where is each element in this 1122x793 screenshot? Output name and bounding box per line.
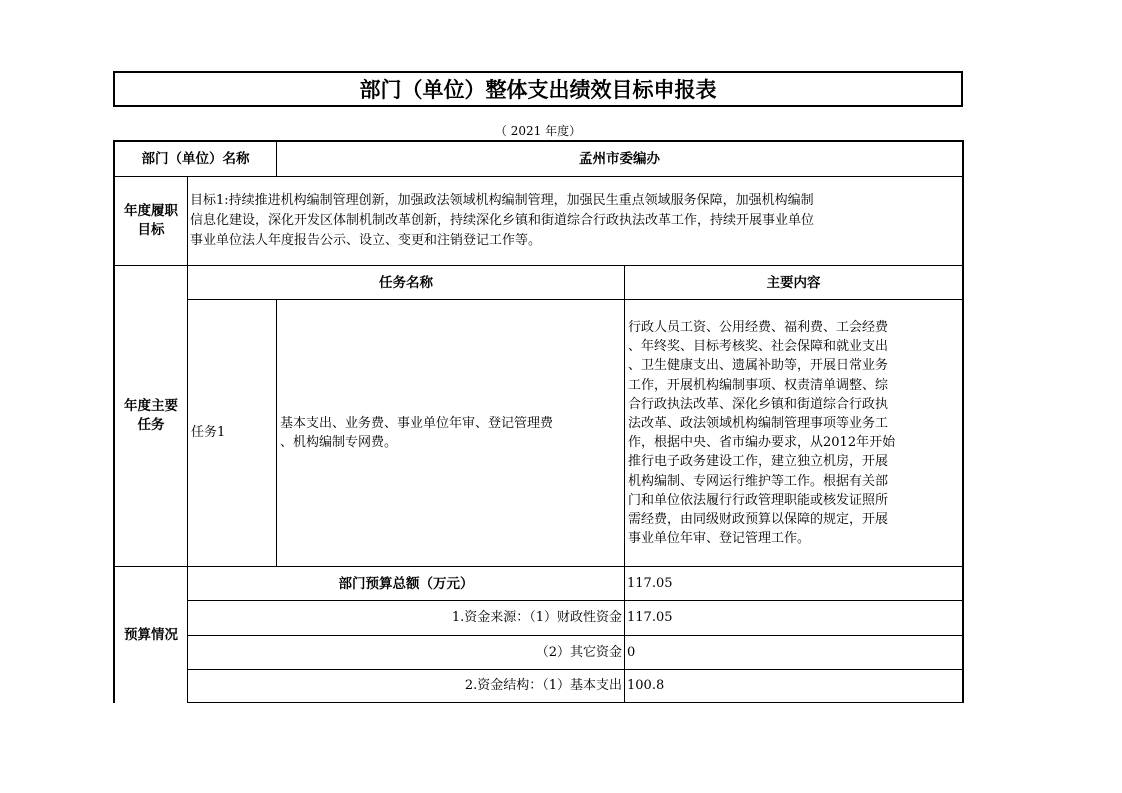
task-content xyxy=(628,318,962,558)
annual-goal-line: 信息化建设，深化开发区体制机制改革创新，持续深化乡镇和街道综合行政执法改革工作，持续开展事业单位 xyxy=(190,213,815,228)
budget-row-label: （2）其它资金 xyxy=(535,644,622,660)
budget-row-value: 117.05 xyxy=(627,610,673,625)
annual-tasks-label xyxy=(115,266,187,566)
budget-row-value: 0 xyxy=(627,644,636,660)
task-content-header: 主要内容 xyxy=(766,274,821,291)
task-content-line: 机构编制、专网运行维护等工作。根据有关部 xyxy=(628,473,889,489)
annual-goal-text xyxy=(190,191,962,261)
annual-tasks-label-line1: 年度主要 xyxy=(124,398,178,414)
task-content-line: 事业单位年审、登记管理工作。 xyxy=(628,531,811,547)
budget-label: 预算情况 xyxy=(124,627,178,643)
annual-goal-label xyxy=(115,177,187,265)
task-content-line: 、卫生健康支出、遗属补助等，开展日常业务 xyxy=(628,358,889,374)
task-name-line: 、机构编制专网费。 xyxy=(280,435,398,450)
task-name xyxy=(280,414,624,454)
annual-goal-label-line1: 年度履职 xyxy=(124,203,178,219)
task-content-line: 合行政执法改革、深化乡镇和街道综合行政执 xyxy=(628,396,889,412)
task-content-line: 法改革、政法领域机构编制管理事项等业务工 xyxy=(628,416,889,432)
annual-goal-line: 目标1:持续推进机构编制管理创新，加强政法领域机构编制管理，加强民生重点领域服务保障，加强机构编制 xyxy=(190,193,814,208)
task-content-line: 需经费，由同级财政预算以保障的规定，开展 xyxy=(628,512,889,528)
task-name-line: 基本支出、业务费、事业单位年审、登记管理费 xyxy=(280,416,554,431)
budget-row-label: 1.资金来源：（1）财政性资金 xyxy=(451,610,622,625)
unit-name-value: 孟州市委编办 xyxy=(579,151,660,167)
task-content-line: 作，根据中央、省市编办要求，从2012年开始 xyxy=(628,435,896,451)
budget-total-value: 117.05 xyxy=(627,575,673,591)
year-label: （ 2021 年度） xyxy=(494,124,582,138)
task-content-line: 推行电子政务建设工作，建立独立机房，开展 xyxy=(628,454,889,470)
task-content-line: 、年终奖、目标考核奖、社会保障和就业支出 xyxy=(628,339,889,355)
task-content-line: 行政人员工资、公用经费、福利费、工会经费 xyxy=(628,320,889,335)
annual-goal-label-line2: 目标 xyxy=(137,222,165,238)
task-content-line: 门和单位依法履行行政管理职能或核发证照所 xyxy=(628,492,889,508)
budget-total-label: 部门预算总额（万元） xyxy=(338,575,474,592)
annual-tasks-label-line2: 任务 xyxy=(137,417,165,433)
page-title: 部门（单位）整体支出绩效目标申报表 xyxy=(113,71,963,107)
budget-row-label: 2.资金结构：（1）基本支出 xyxy=(464,678,622,693)
task-content-line: 工作，开展机构编制事项、权责清单调整、综 xyxy=(628,377,889,393)
task-number: 任务1 xyxy=(191,425,226,440)
annual-goal-line: 事业单位法人年度报告公示、设立、变更和注销登记工作等。 xyxy=(190,233,542,248)
unit-name-label: 部门（单位）名称 xyxy=(141,151,250,167)
task-name-header: 任务名称 xyxy=(379,274,433,291)
budget-row-value: 100.8 xyxy=(627,678,665,693)
